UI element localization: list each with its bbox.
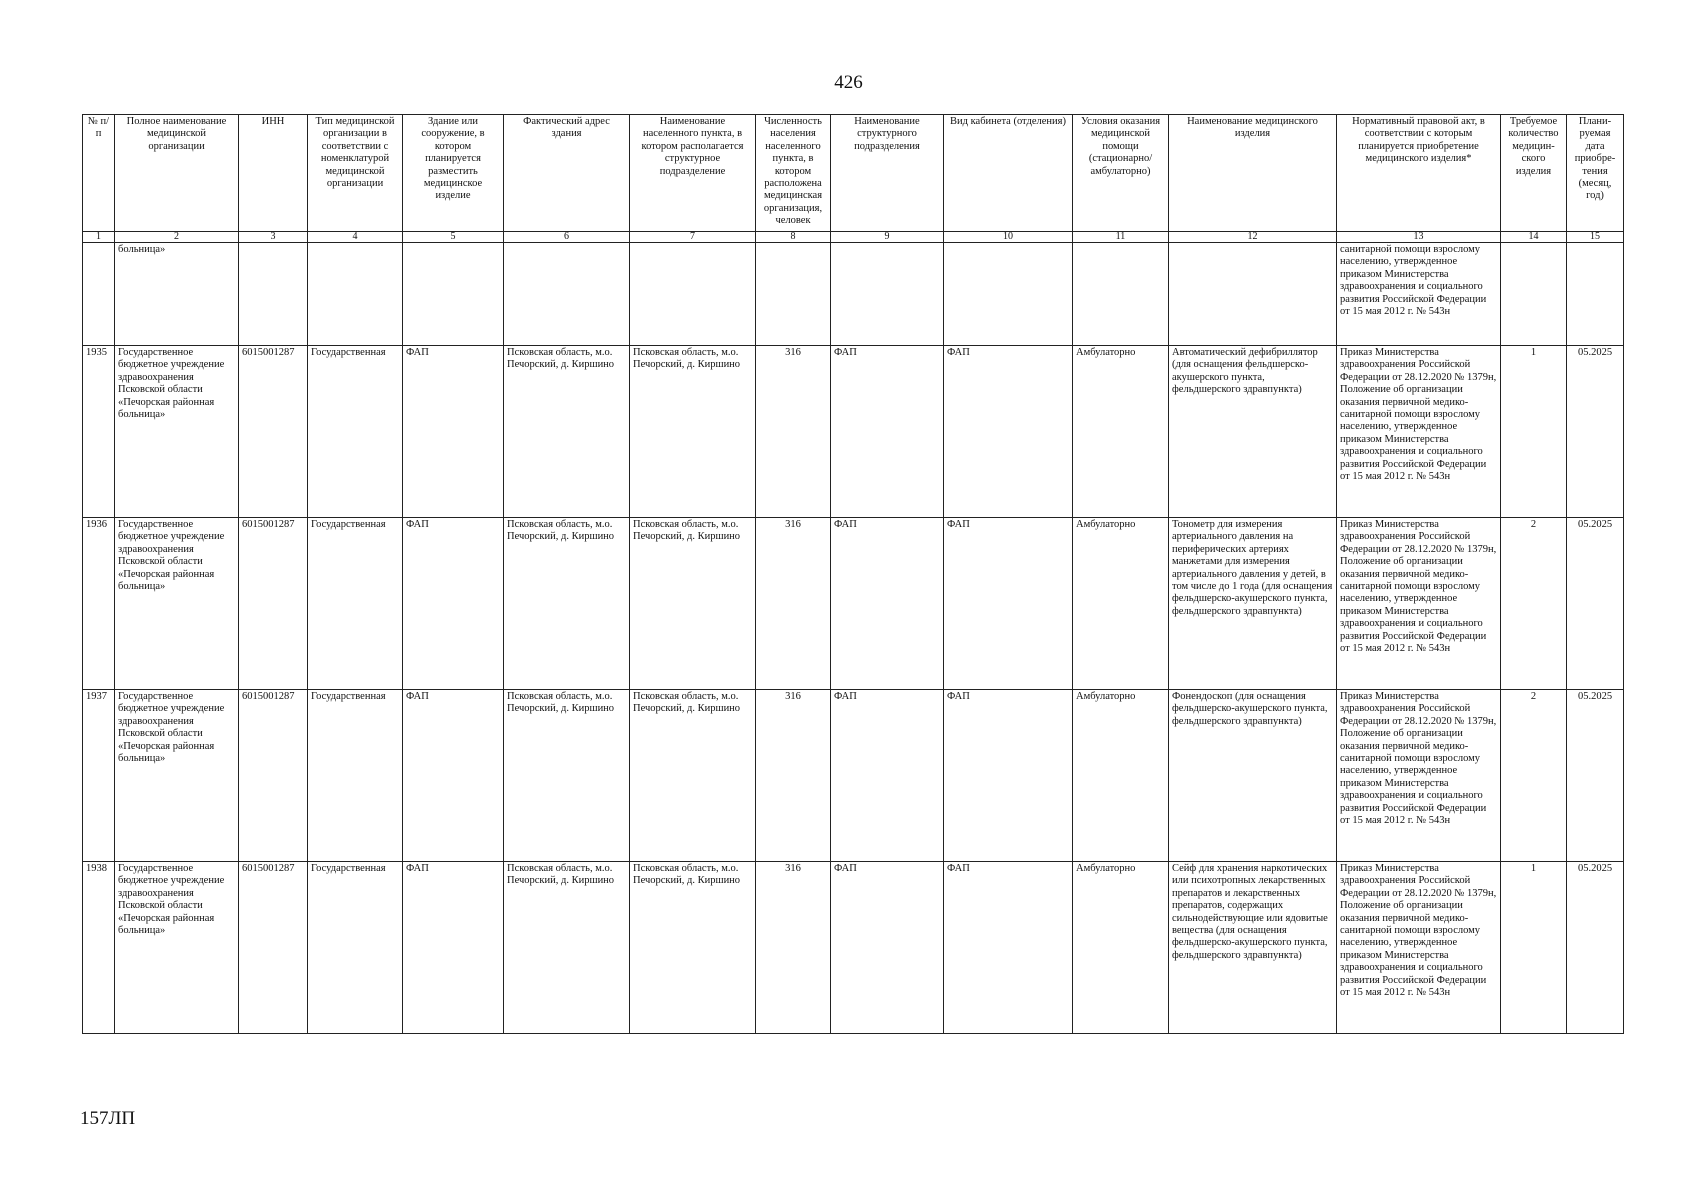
column-number: 12	[1169, 232, 1337, 243]
header-row	[83, 115, 1624, 232]
header-cell: Требуемое количество медицин-ского изделия	[1501, 115, 1567, 232]
cabinet-type: ФАП	[944, 518, 1073, 690]
planned-date: 05.2025	[1567, 690, 1624, 862]
header-cell: Наименование медицинского изделия	[1169, 115, 1337, 232]
column-number: 6	[504, 232, 630, 243]
building: ФАП	[403, 518, 504, 690]
header-cell: Численность населения населенного пункта, в котором расположена медицинская организация, человек	[756, 115, 831, 232]
address: Псковская область, м.о. Печорский, д. Киршино	[504, 690, 630, 862]
header-cell: Плани-руемая дата приобре-тения (месяц, год)	[1567, 115, 1624, 232]
population: 316	[756, 518, 831, 690]
header-cell: Вид кабинета (отделения)	[944, 115, 1073, 232]
inn: 6015001287	[239, 346, 308, 518]
table-row	[83, 346, 1624, 518]
equipment-plan-table	[82, 114, 1624, 1034]
header-cell: Здание или сооружение, в котором планируется разместить медицинское изделие	[403, 115, 504, 232]
building: ФАП	[403, 862, 504, 1034]
cabinet-type: ФАП	[944, 862, 1073, 1034]
org-name: Государственное бюджетное учреждение здравоохранения Псковской области «Печорская районная больница»	[115, 518, 239, 690]
cabinet-type: ФАП	[944, 346, 1073, 518]
org-name: Государственное бюджетное учреждение здравоохранения Псковской области «Печорская районная больница»	[115, 690, 239, 862]
settlement: Псковская область, м.о. Печорский, д. Киршино	[630, 346, 756, 518]
care-conditions: Амбулаторно	[1073, 862, 1169, 1034]
header-cell: Тип медицинской организации в соответствии с номенклатурой медицинской организации	[308, 115, 403, 232]
quantity: 2	[1501, 690, 1567, 862]
header-cell: ИНН	[239, 115, 308, 232]
column-number: 5	[403, 232, 504, 243]
org-name: Государственное бюджетное учреждение здравоохранения Псковской области «Печорская районная больница»	[115, 862, 239, 1034]
column-number: 15	[1567, 232, 1624, 243]
structural-unit: ФАП	[831, 862, 944, 1034]
settlement: Псковская область, м.о. Печорский, д. Киршино	[630, 518, 756, 690]
column-number: 8	[756, 232, 831, 243]
inn: 6015001287	[239, 690, 308, 862]
structural-unit: ФАП	[831, 346, 944, 518]
settlement: Псковская область, м.о. Печорский, д. Киршино	[630, 862, 756, 1034]
page-number: 426	[834, 72, 863, 93]
settlement: Псковская область, м.о. Печорский, д. Киршино	[630, 690, 756, 862]
population: 316	[756, 862, 831, 1034]
continuation-row	[83, 243, 1624, 346]
quantity: 2	[1501, 518, 1567, 690]
legal-act-tail: санитарной помощи взрослому населению, утвержденное приказом Министерства здравоохранения и социального развития Российской Федерации от 15 мая 2012 г. № 543н	[1337, 243, 1501, 346]
column-number: 3	[239, 232, 308, 243]
care-conditions: Амбулаторно	[1073, 690, 1169, 862]
inn: 6015001287	[239, 862, 308, 1034]
column-number-row	[83, 232, 1624, 243]
header-cell: № п/п	[83, 115, 115, 232]
org-name-tail: больница»	[115, 243, 239, 346]
column-number: 11	[1073, 232, 1169, 243]
building: ФАП	[403, 346, 504, 518]
org-type: Государственная	[308, 346, 403, 518]
org-name: Государственное бюджетное учреждение здравоохранения Псковской области «Печорская районная больница»	[115, 346, 239, 518]
row-number: 1938	[83, 862, 115, 1034]
column-number: 4	[308, 232, 403, 243]
structural-unit: ФАП	[831, 690, 944, 862]
device-name: Сейф для хранения наркотических или психотропных лекарственных препаратов и лекарственных препаратов, содержащих сильнодействующие или ядовитые вещества (для оснащения фельдшерско-акушерского пункта, фельдшерского здравпункта)	[1169, 862, 1337, 1034]
column-number: 13	[1337, 232, 1501, 243]
column-number: 7	[630, 232, 756, 243]
header-cell: Полное наименование медицинской организации	[115, 115, 239, 232]
device-name: Фонендоскоп (для оснащения фельдшерско-акушерского пункта, фельдшерского здравпункта)	[1169, 690, 1337, 862]
header-cell: Нормативный правовой акт, в соответствии с которым планируется приобретение медицинского изделия*	[1337, 115, 1501, 232]
legal-act: Приказ Министерства здравоохранения Российской Федерации от 28.12.2020 № 1379н, Положение об организации оказания первичной медико-санитарной помощи взрослому населению, утвержденное приказом Министерства здравоохранения и социального развития Российской Федерации от 15 мая 2012 г. № 543н	[1337, 862, 1501, 1034]
header-cell: Наименование структурного подразделения	[831, 115, 944, 232]
care-conditions: Амбулаторно	[1073, 346, 1169, 518]
population: 316	[756, 690, 831, 862]
column-number: 10	[944, 232, 1073, 243]
address: Псковская область, м.о. Печорский, д. Киршино	[504, 862, 630, 1034]
header-cell: Фактический адрес здания	[504, 115, 630, 232]
quantity: 1	[1501, 346, 1567, 518]
inn: 6015001287	[239, 518, 308, 690]
legal-act: Приказ Министерства здравоохранения Российской Федерации от 28.12.2020 № 1379н, Положение об организации оказания первичной медико-санитарной помощи взрослому населению, утвержденное приказом Министерства здравоохранения и социального развития Российской Федерации от 15 мая 2012 г. № 543н	[1337, 346, 1501, 518]
document-code: 157ЛП	[80, 1108, 136, 1129]
population: 316	[756, 346, 831, 518]
column-number: 14	[1501, 232, 1567, 243]
care-conditions: Амбулаторно	[1073, 518, 1169, 690]
column-number: 2	[115, 232, 239, 243]
device-name: Тонометр для измерения артериального давления на периферических артериях манжетами для измерения артериального давления у детей, в том числе до 1 года (для оснащения фельдшерско-акушерского пункта, фельдшерского здравпункта)	[1169, 518, 1337, 690]
quantity: 1	[1501, 862, 1567, 1034]
column-number: 9	[831, 232, 944, 243]
address: Псковская область, м.о. Печорский, д. Киршино	[504, 346, 630, 518]
row-number: 1936	[83, 518, 115, 690]
org-type: Государственная	[308, 862, 403, 1034]
column-number: 1	[83, 232, 115, 243]
planned-date: 05.2025	[1567, 346, 1624, 518]
row-number: 1935	[83, 346, 115, 518]
header-cell: Наименование населенного пункта, в котором располагается структурное подразделение	[630, 115, 756, 232]
cabinet-type: ФАП	[944, 690, 1073, 862]
org-type: Государственная	[308, 690, 403, 862]
structural-unit: ФАП	[831, 518, 944, 690]
org-type: Государственная	[308, 518, 403, 690]
table-row	[83, 690, 1624, 862]
table-row	[83, 518, 1624, 690]
building: ФАП	[403, 690, 504, 862]
header-cell: Условия оказания медицинской помощи (стационарно/ амбулаторно)	[1073, 115, 1169, 232]
row-number: 1937	[83, 690, 115, 862]
legal-act: Приказ Министерства здравоохранения Российской Федерации от 28.12.2020 № 1379н, Положение об организации оказания первичной медико-санитарной помощи взрослому населению, утвержденное приказом Министерства здравоохранения и социального развития Российской Федерации от 15 мая 2012 г. № 543н	[1337, 690, 1501, 862]
planned-date: 05.2025	[1567, 518, 1624, 690]
device-name: Автоматический дефибриллятор (для оснащения фельдшерско-акушерского пункта, фельдшерского здравпункта)	[1169, 346, 1337, 518]
planned-date: 05.2025	[1567, 862, 1624, 1034]
table-row	[83, 862, 1624, 1034]
legal-act: Приказ Министерства здравоохранения Российской Федерации от 28.12.2020 № 1379н, Положение об организации оказания первичной медико-санитарной помощи взрослому населению, утвержденное приказом Министерства здравоохранения и социального развития Российской Федерации от 15 мая 2012 г. № 543н	[1337, 518, 1501, 690]
address: Псковская область, м.о. Печорский, д. Киршино	[504, 518, 630, 690]
